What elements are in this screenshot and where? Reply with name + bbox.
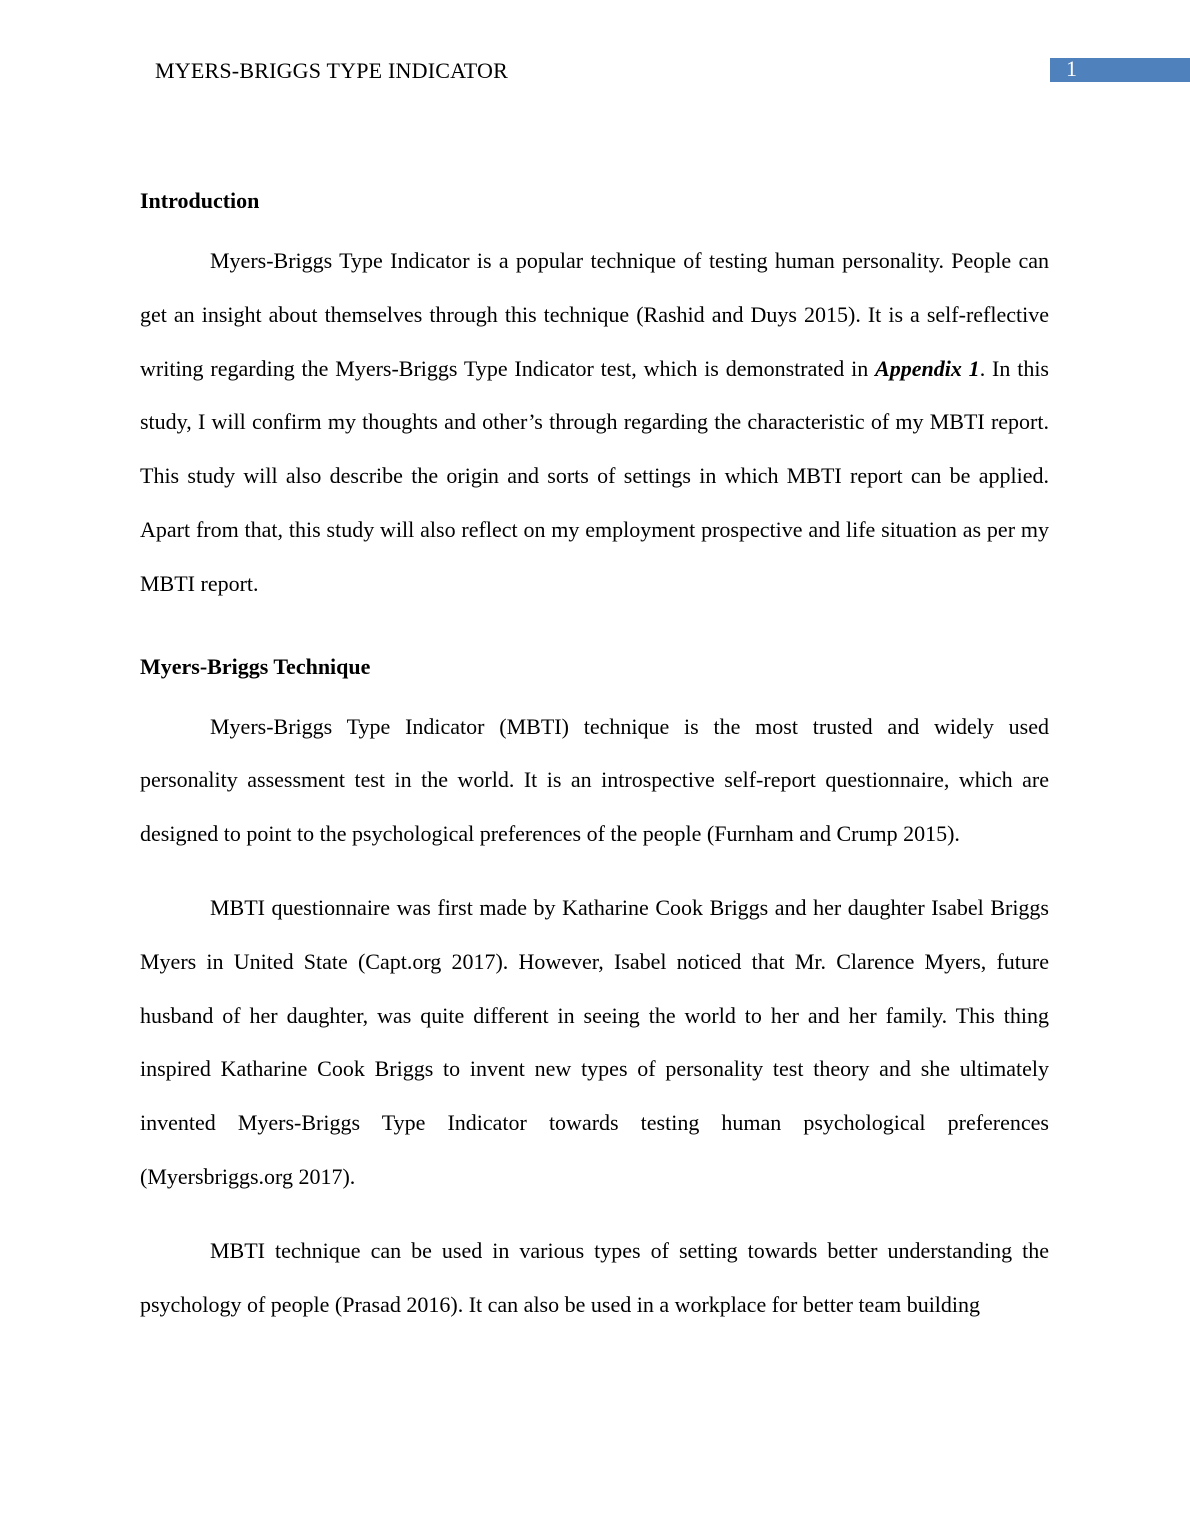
- section-heading-technique: Myers-Briggs Technique: [140, 653, 371, 679]
- running-head-title: MYERS-BRIGGS TYPE INDICATOR: [155, 58, 508, 83]
- technique-paragraph-1: Myers-Briggs Type Indicator (MBTI) technique is the most trusted and widely used personality assessment test in the world. It is an introspective self-report questionnaire, which are designed to point to the psychological preferences of the people (Furnham and Crump 2015).: [140, 713, 1049, 847]
- technique-paragraph-3: MBTI technique can be used in various types of setting towards better understanding the psychology of people (Prasad 2016). It can also be used in a workplace for better team building: [140, 1237, 1049, 1317]
- appendix-reference: Appendix 1: [875, 355, 980, 381]
- intro-text-before-ref: Myers-Briggs Type Indicator is a popular technique of testing human personality. People can get an insight about themselves through this technique (Rashid and Duys 2015). It is a self-reflective writing regarding the Myers-Briggs Type Indicator test, which is demonstrated in: [140, 248, 1049, 381]
- section-heading-introduction: Introduction: [140, 188, 260, 213]
- page-number-badge: [1050, 58, 1190, 82]
- technique-paragraph-2: MBTI questionnaire was first made by Katharine Cook Briggs and her daughter Isabel Briggs Myers in United State (Capt.org 2017). However, Isabel noticed that Mr. Clarence Myers, future husband of her daughter, was quite different in seeing the world to her and her family. This thing inspired Katharine Cook Briggs to invent new types of personality test theory and she ultimately invented Myers-Briggs Type Indicator towards testing human psychological preferences (Myersbriggs.org 2017).: [140, 894, 1049, 1189]
- document-body: [140, 184, 1049, 1331]
- intro-text-after-ref: . In this study, I will confirm my thoughts and other’s through regarding the characteristic of my MBTI report. This study will also describe the origin and sorts of settings in which MBTI report can be applied. Apart from that, this study will also reflect on my employment prospective and life situation as per my MBTI report.: [140, 355, 1049, 596]
- page-number: 1: [1066, 56, 1077, 81]
- introduction-paragraph: [140, 234, 1049, 611]
